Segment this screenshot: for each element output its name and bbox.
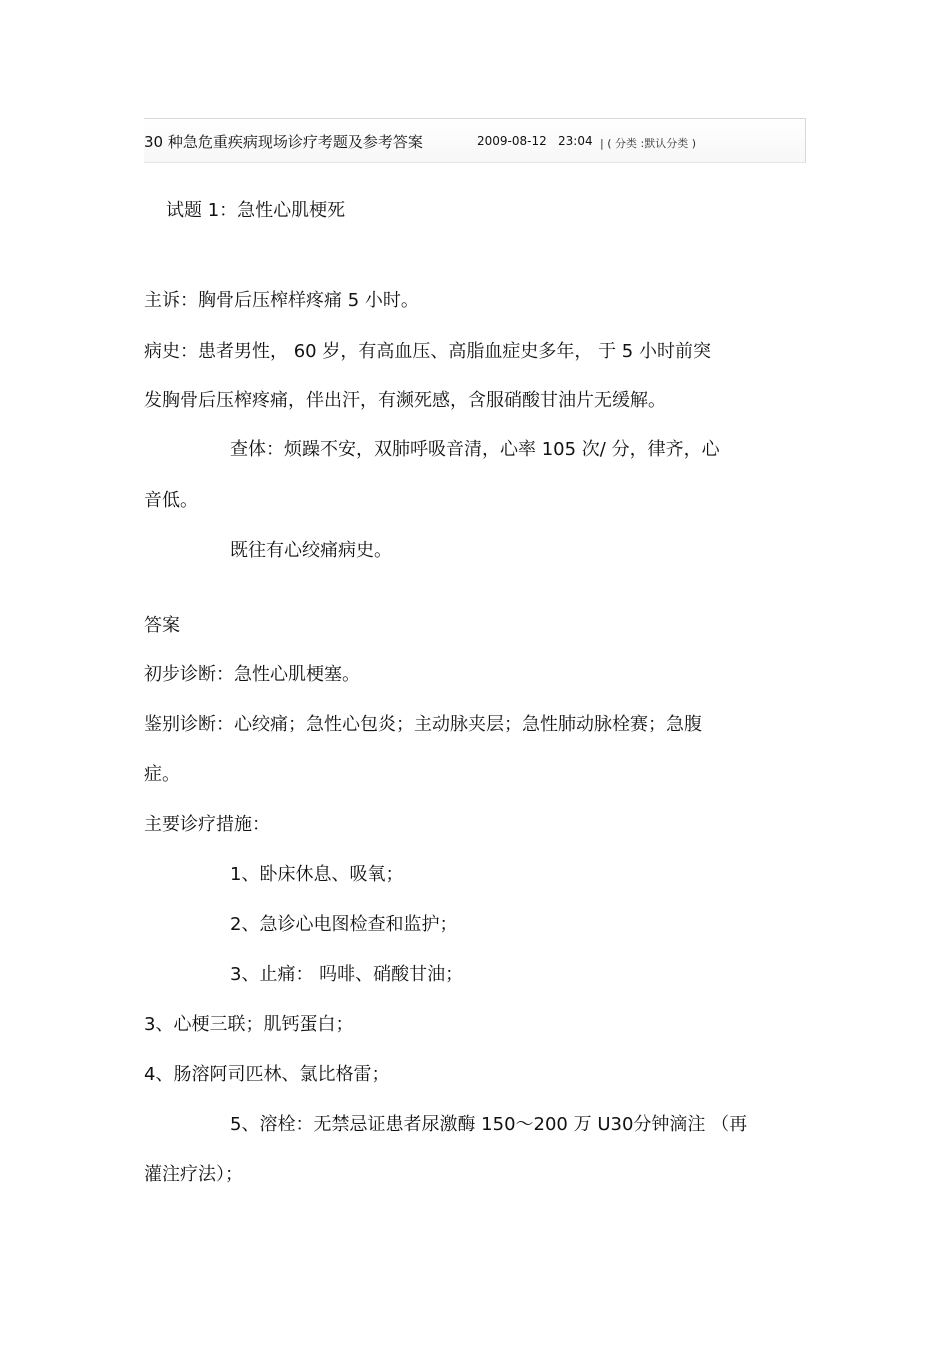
treatment-item: 3、止痛： 吗啡、硝酸甘油；: [230, 964, 464, 985]
differential-diagnosis-1: 鉴别诊断：心绞痛；急性心包炎；主动脉夹层；急性肺动脉栓赛；急腹: [144, 714, 702, 735]
post-category: | ( 分类 :默认分类 ): [600, 137, 696, 150]
treatment-item: 2、急诊心电图检查和监护；: [230, 914, 458, 935]
history-line-2: 发胸骨后压榨疼痛，伴出汗，有濒死感，含服硝酸甘油片无缓解。: [144, 390, 666, 411]
initial-diagnosis: 初步诊断：急性心肌梗塞。: [144, 664, 360, 685]
post-time: 23:04: [558, 134, 593, 148]
question-title: 试题 1：急性心肌梗死: [166, 200, 346, 221]
article-title: 30 种急危重疾病现场诊疗考题及参考答案: [144, 133, 423, 151]
post-date: 2009-08-12: [477, 134, 547, 148]
treatment-item: 1、卧床休息、吸氧；: [230, 864, 404, 885]
exam-line-2: 音低。: [144, 490, 198, 511]
treatment-item-continued: 灌注疗法）；: [144, 1164, 243, 1185]
past-history: 既往有心绞痛病史。: [230, 540, 392, 561]
treatment-heading: 主要诊疗措施：: [144, 814, 270, 835]
exam-line-1: 查体：烦躁不安，双肺呼吸音清，心率 105 次/ 分，律齐，心: [230, 439, 720, 460]
chief-complaint: 主诉：胸骨后压榨样疼痛 5 小时。: [144, 290, 419, 311]
history-line-1: 病史：患者男性， 60 岁，有高血压、高脂血症史多年， 于 5 小时前突: [144, 341, 711, 362]
differential-diagnosis-2: 症。: [144, 764, 180, 785]
treatment-item: 3、心梗三联；肌钙蛋白；: [144, 1014, 354, 1035]
answer-heading: 答案: [144, 615, 180, 636]
treatment-item: 4、肠溶阿司匹林、氯比格雷；: [144, 1064, 390, 1085]
article-header: [144, 118, 806, 163]
treatment-item: 5、溶栓：无禁忌证患者尿激酶 150～200 万 U30分钟滴注 （再: [230, 1114, 748, 1135]
